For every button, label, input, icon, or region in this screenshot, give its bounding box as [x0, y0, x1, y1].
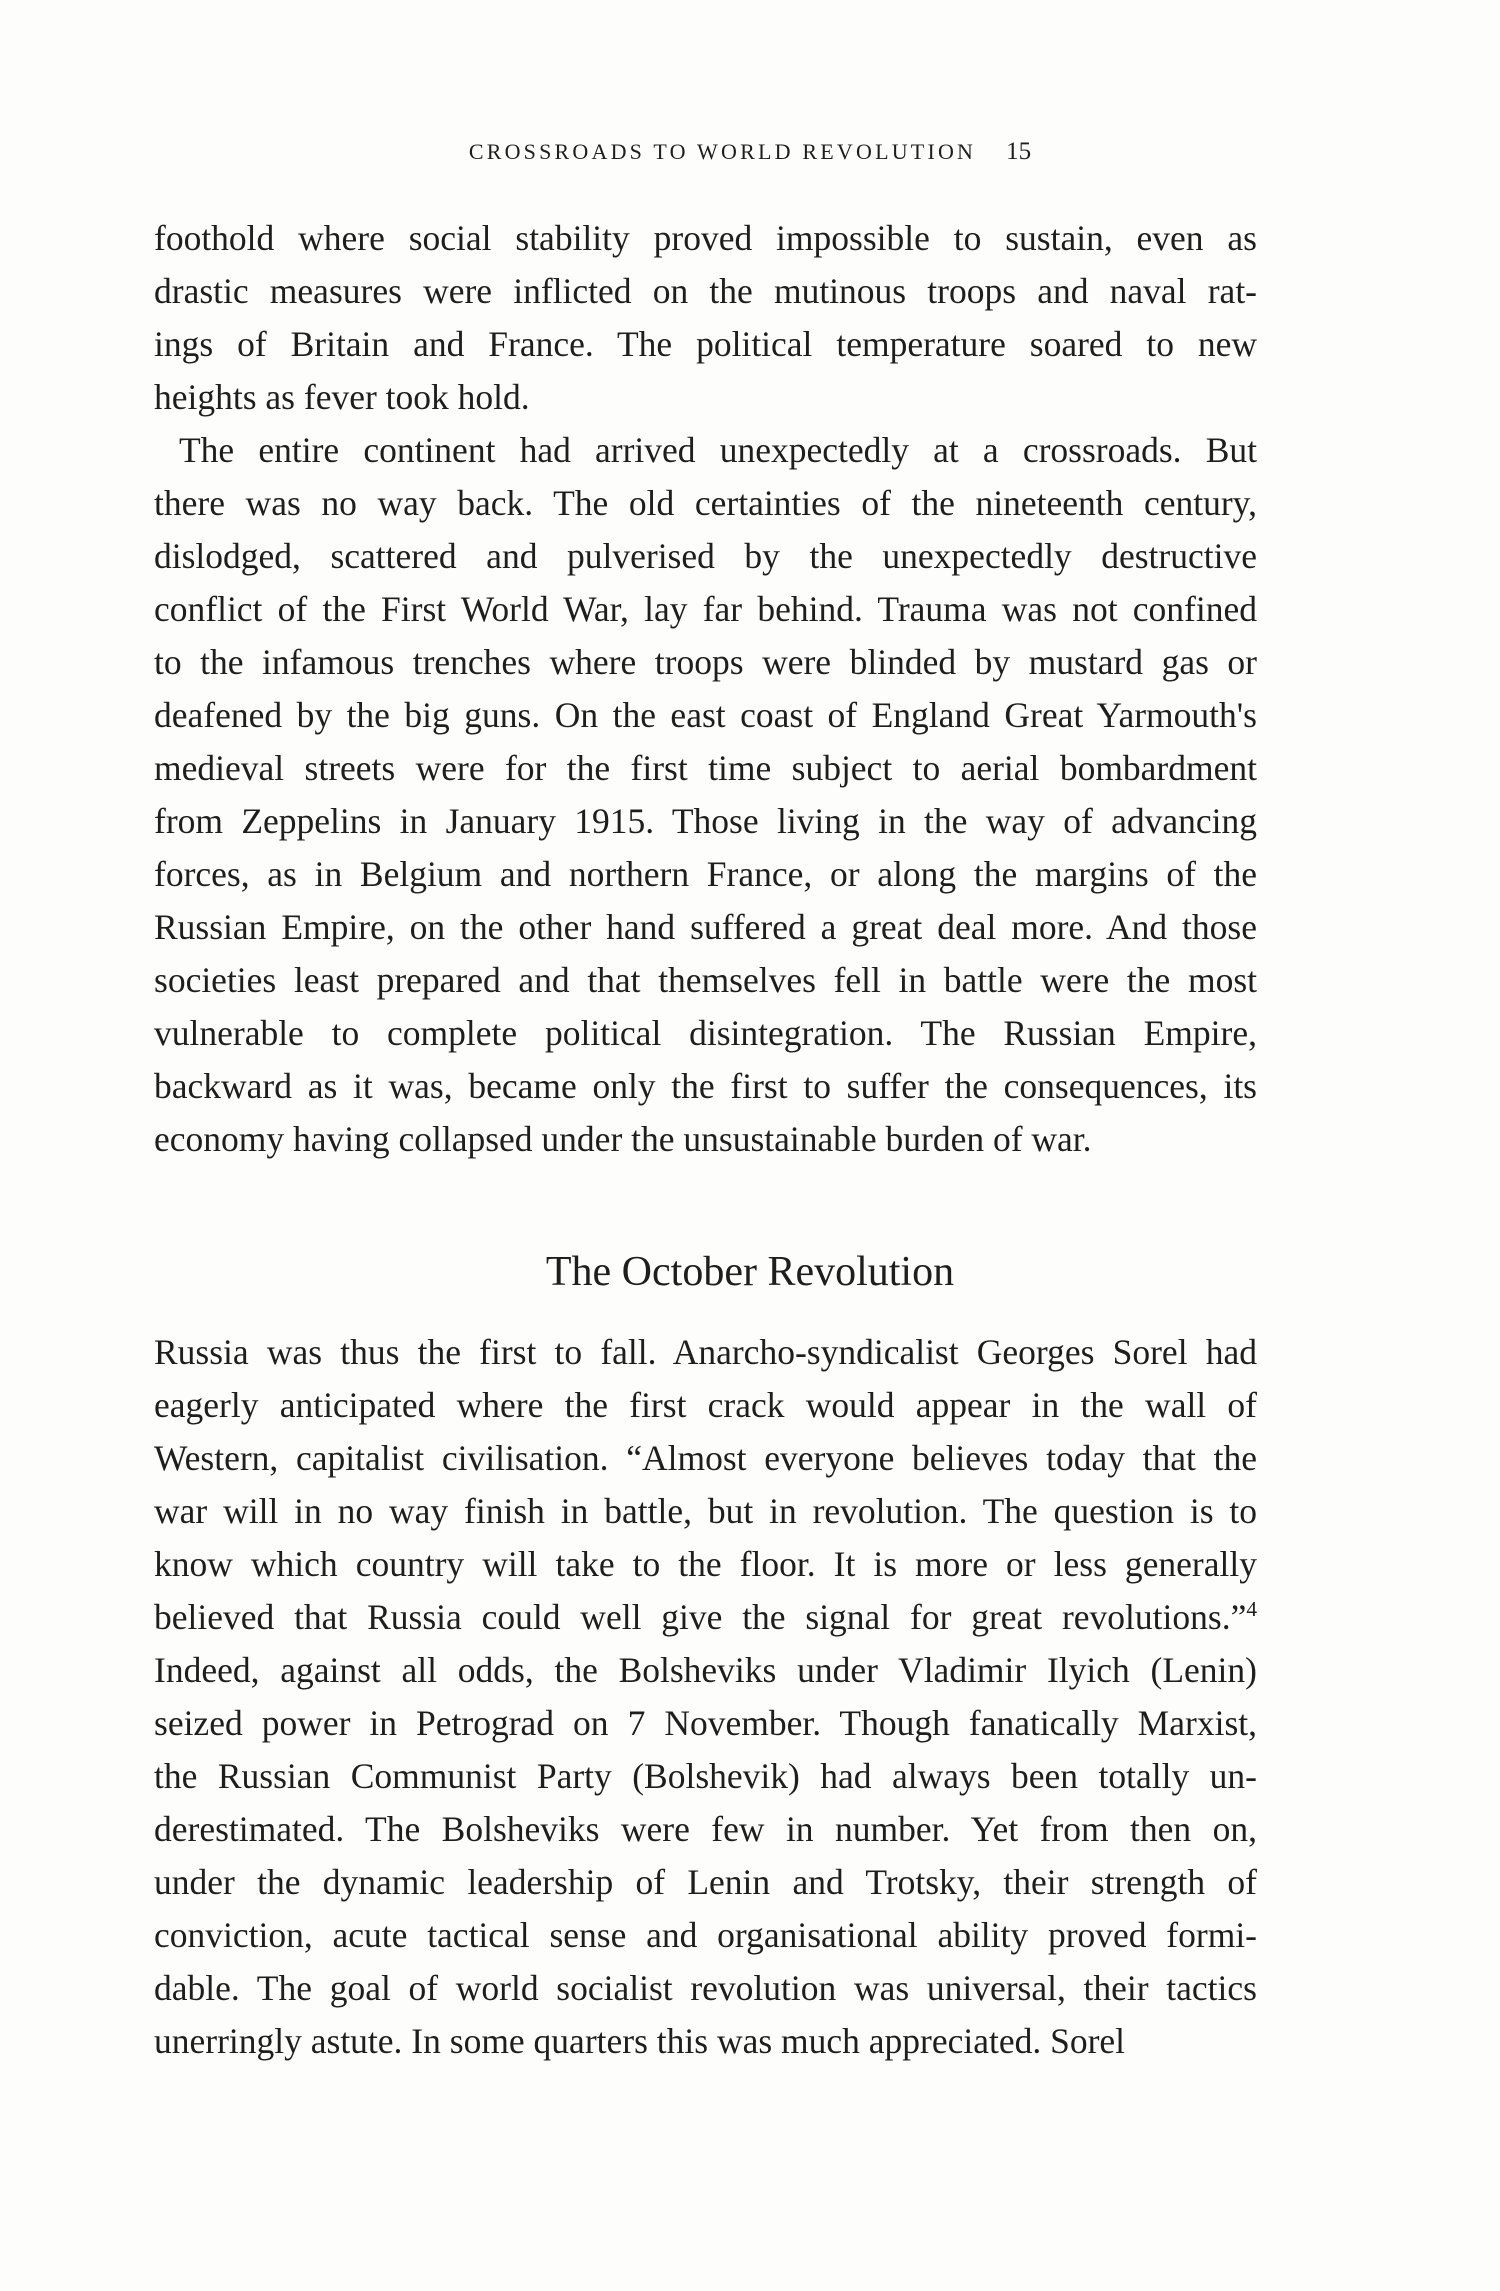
text-line-content: deafened by the big guns. On the east coast of England Great Yarmouth's	[154, 695, 1257, 735]
text-line-content: medieval streets were for the first time subject to aerial bombardment	[154, 748, 1257, 788]
text-line	[154, 1060, 1257, 1113]
text-line-content: foothold where social stability proved impossible to sustain, even as	[154, 218, 1257, 258]
text-line	[154, 1538, 1257, 1591]
text-line-content: dislodged, scattered and pulverised by the unexpectedly destructive	[154, 536, 1257, 576]
text-line	[154, 1803, 1257, 1856]
text-line-content: unerringly astute. In some quarters this was much appreciated. Sorel	[154, 2021, 1126, 2061]
text-line	[154, 1909, 1257, 1962]
running-header	[0, 138, 1500, 166]
text-line	[154, 477, 1257, 530]
text-line	[154, 1591, 1257, 1644]
text-line	[154, 1962, 1257, 2015]
section-heading: The October Revolution	[545, 1249, 955, 1295]
text-line-content: Indeed, against all odds, the Bolsheviks under Vladimir Ilyich (Lenin)	[154, 1650, 1257, 1690]
text-line	[154, 212, 1257, 265]
text-line-content: conviction, acute tactical sense and organisational ability proved formi-	[154, 1915, 1257, 1955]
text-line	[154, 371, 1257, 424]
text-line	[154, 1644, 1257, 1697]
text-line-content: under the dynamic leadership of Lenin and Trotsky, their strength of	[154, 1862, 1257, 1902]
text-line-content: derestimated. The Bolsheviks were few in number. Yet from then on,	[154, 1809, 1257, 1849]
text-line	[154, 742, 1257, 795]
text-line-content: to the infamous trenches where troops were blinded by mustard gas or	[154, 642, 1257, 682]
page-number: 15	[1006, 138, 1032, 165]
text-line	[154, 583, 1257, 636]
text-line-content: economy having collapsed under the unsustainable burden of war.	[154, 1119, 1092, 1159]
text-line	[179, 424, 1257, 477]
text-line	[154, 954, 1257, 1007]
text-line-content: backward as it was, became only the first to suffer the consequences, its	[154, 1066, 1257, 1106]
text-line	[154, 1697, 1257, 1750]
text-line	[154, 1485, 1257, 1538]
text-line-content: drastic measures were inflicted on the mutinous troops and naval rat-	[154, 271, 1257, 311]
running-header-title: CROSSROADS TO WORLD REVOLUTION	[468, 139, 977, 164]
text-line	[154, 689, 1257, 742]
text-line	[154, 530, 1257, 583]
text-line-content: the Russian Communist Party (Bolshevik) had always been totally un-	[154, 1756, 1257, 1796]
text-line-content: from Zeppelins in January 1915. Those living in the way of advancing	[154, 801, 1257, 841]
text-line-content: seized power in Petrograd on 7 November. Though fanatically Marxist,	[154, 1703, 1257, 1743]
text-line	[154, 636, 1257, 689]
text-line-content: vulnerable to complete political disintegration. The Russian Empire,	[154, 1013, 1257, 1053]
text-line-content: Russia was thus the first to fall. Anarcho-syndicalist Georges Sorel had	[154, 1332, 1257, 1372]
text-line	[154, 2015, 1257, 2068]
text-line	[154, 1432, 1257, 1485]
text-line	[154, 265, 1257, 318]
text-line	[154, 1856, 1257, 1909]
text-line	[154, 318, 1257, 371]
text-line	[154, 1113, 1257, 1166]
text-line	[154, 1379, 1257, 1432]
text-line	[154, 795, 1257, 848]
text-line-content: forces, as in Belgium and northern France, or along the margins of the	[154, 854, 1257, 894]
text-line-content: war will in no way finish in battle, but in revolution. The question is to	[154, 1491, 1257, 1531]
text-line-content: eagerly anticipated where the first crack would appear in the wall of	[154, 1385, 1257, 1425]
text-line	[154, 1326, 1257, 1379]
footnote-marker: 4	[1246, 1597, 1257, 1622]
text-line-content: ings of Britain and France. The political temperature soared to new	[154, 324, 1257, 364]
text-line-content: there was no way back. The old certainties of the nineteenth century,	[154, 483, 1257, 523]
text-line	[154, 848, 1257, 901]
text-line-content: dable. The goal of world socialist revolution was universal, their tactics	[154, 1968, 1257, 2008]
text-line-content: conflict of the First World War, lay far behind. Trauma was not confined	[154, 589, 1257, 629]
text-line-content: heights as fever took hold.	[154, 377, 530, 417]
text-line	[154, 901, 1257, 954]
text-line-content: believed that Russia could well give the signal for great revolutions.”	[154, 1597, 1247, 1637]
text-line-content: societies least prepared and that themselves fell in battle were the most	[154, 960, 1257, 1000]
text-line-content: Western, capitalist civilisation. “Almost everyone believes today that the	[154, 1438, 1257, 1478]
text-line-content: know which country will take to the floor. It is more or less generally	[154, 1544, 1257, 1584]
text-line	[154, 1007, 1257, 1060]
text-line	[154, 1750, 1257, 1803]
text-line-content: The entire continent had arrived unexpectedly at a crossroads. But	[179, 430, 1257, 470]
text-line-content: Russian Empire, on the other hand suffered a great deal more. And those	[154, 907, 1257, 947]
